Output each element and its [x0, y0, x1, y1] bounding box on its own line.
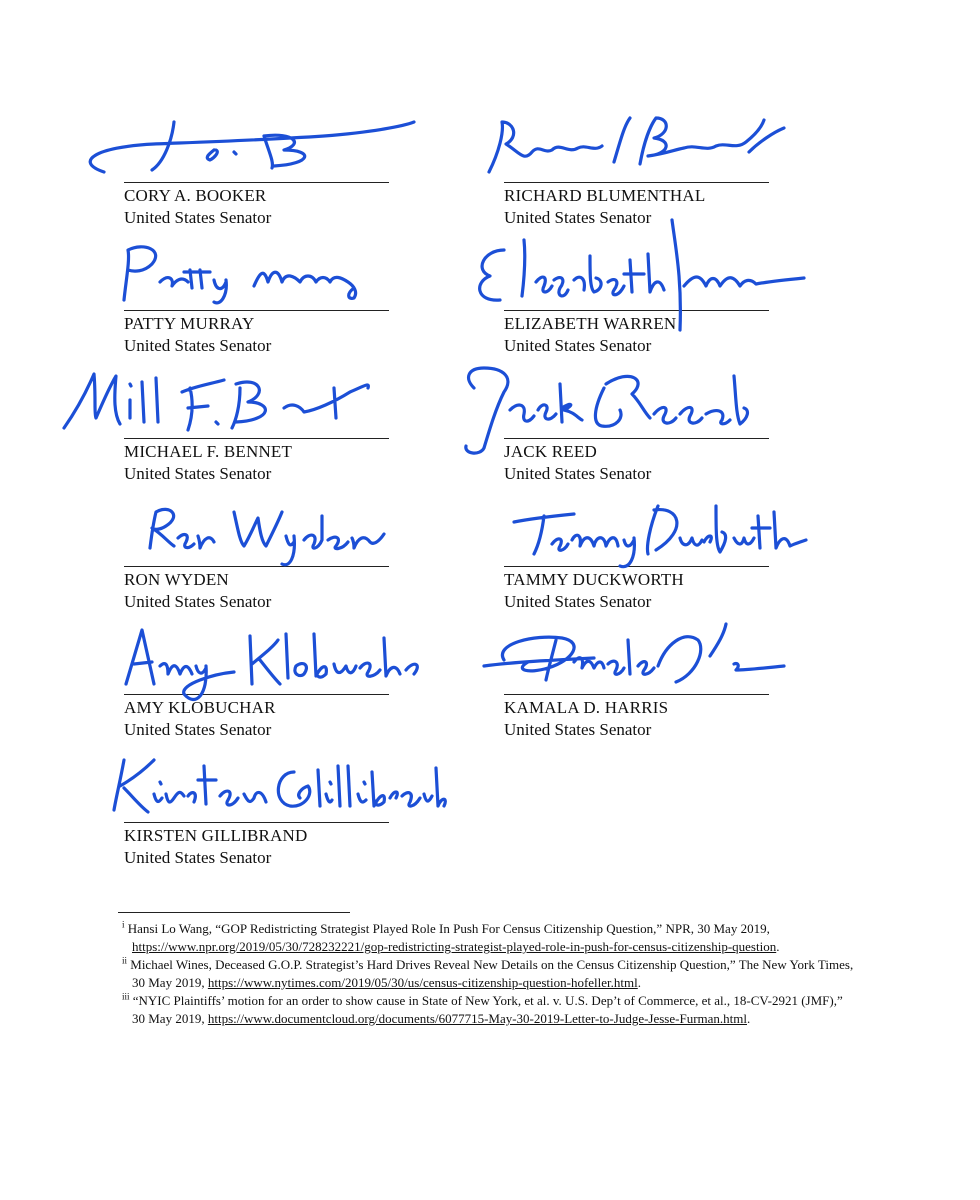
signatory-title: United States Senator	[124, 592, 272, 611]
signatory-title: United States Senator	[124, 208, 272, 227]
signatory-name: PATTY MURRAY	[124, 314, 255, 333]
signatory-title: United States Senator	[504, 592, 652, 611]
signature-block-booker	[124, 112, 389, 229]
signatory-title: United States Senator	[124, 848, 272, 867]
signatory-name: RICHARD BLUMENTHAL	[504, 186, 706, 205]
footnote-link[interactable]: https://www.nytimes.com/2019/05/30/us/census-citizenship-question-hofeller.html	[207, 975, 638, 990]
footnote-marker: iii	[122, 991, 130, 1002]
signatory-name: RON WYDEN	[124, 570, 229, 589]
signature-block-bennet	[124, 368, 389, 485]
footnote-link[interactable]: https://www.documentcloud.org/documents/6077715-May-30-2019-Letter-to-Judge-Jesse-Furman.html	[207, 1011, 747, 1026]
signature-block-klobuchar	[124, 624, 389, 741]
signature-wyden	[124, 496, 389, 566]
signatory-name: KIRSTEN GILLIBRAND	[124, 826, 308, 845]
signature-block-gillibrand	[124, 752, 389, 869]
signatory-name: KAMALA D. HARRIS	[504, 698, 669, 717]
footnote-punctuation: .	[776, 939, 780, 954]
footnote	[118, 920, 858, 956]
footnote-marker: ii	[122, 955, 128, 966]
signature-harris	[504, 624, 769, 694]
signatory-title: United States Senator	[504, 208, 652, 227]
signatory-title: United States Senator	[504, 720, 652, 739]
signature-block-warren	[504, 240, 769, 357]
signature-gillibrand	[124, 752, 389, 822]
signature-block-wyden	[124, 496, 389, 613]
signature-booker	[124, 112, 389, 182]
signatory-name: TAMMY DUCKWORTH	[504, 570, 684, 589]
signatory-name: JACK REED	[504, 442, 597, 461]
signatory-title: United States Senator	[504, 464, 652, 483]
signature-duckworth	[504, 496, 769, 566]
signature-klobuchar	[124, 624, 389, 694]
signature-block-harris	[504, 624, 769, 741]
signatory-name: MICHAEL F. BENNET	[124, 442, 293, 461]
signatory-title: United States Senator	[504, 336, 652, 355]
signatory-title: United States Senator	[124, 336, 272, 355]
footnote-text: “NYIC Plaintiffs’ motion for an order to show cause in State of New York, et al. v. U.S. Dep’t of Commerce, et al., 18-CV-2921 (JMF),” 30 May 2019,	[132, 993, 843, 1026]
footnote-text: Hansi Lo Wang, “GOP Redistricting Strategist Played Role In Push For Census Citizenship Question,” NPR, 30 May 2019,	[127, 921, 770, 936]
footnote	[118, 992, 858, 1028]
signature-reed	[504, 368, 769, 438]
signature-murray	[124, 240, 389, 310]
footnote-divider	[118, 912, 350, 913]
footnote-punctuation: .	[637, 975, 642, 990]
signature-blumenthal	[504, 112, 769, 182]
signatory-title: United States Senator	[124, 464, 272, 483]
signature-block-blumenthal	[504, 112, 769, 229]
signature-bennet	[124, 368, 389, 438]
signature-warren	[504, 240, 769, 310]
signatory-title: United States Senator	[124, 720, 272, 739]
footnote	[118, 956, 858, 992]
footnote-text: Michael Wines, Deceased G.O.P. Strategist’s Hard Drives Reveal New Details on the Census Citizenship Question,” The New York Times, 30 May 2019,	[130, 957, 854, 990]
signatory-name: ELIZABETH WARREN	[504, 314, 677, 333]
footnote-marker: i	[122, 919, 125, 930]
footnote-punctuation: .	[747, 1011, 751, 1026]
signature-block-duckworth	[504, 496, 769, 613]
signature-block-reed	[504, 368, 769, 485]
signatory-name: CORY A. BOOKER	[124, 186, 267, 205]
footnotes-section	[118, 920, 858, 1028]
signature-block-murray	[124, 240, 389, 357]
signatory-name: AMY KLOBUCHAR	[124, 698, 276, 717]
footnote-link[interactable]: https://www.npr.org/2019/05/30/728232221/gop-redistricting-strategist-played-role-in-push-for-census-citizenship-question	[132, 939, 777, 954]
